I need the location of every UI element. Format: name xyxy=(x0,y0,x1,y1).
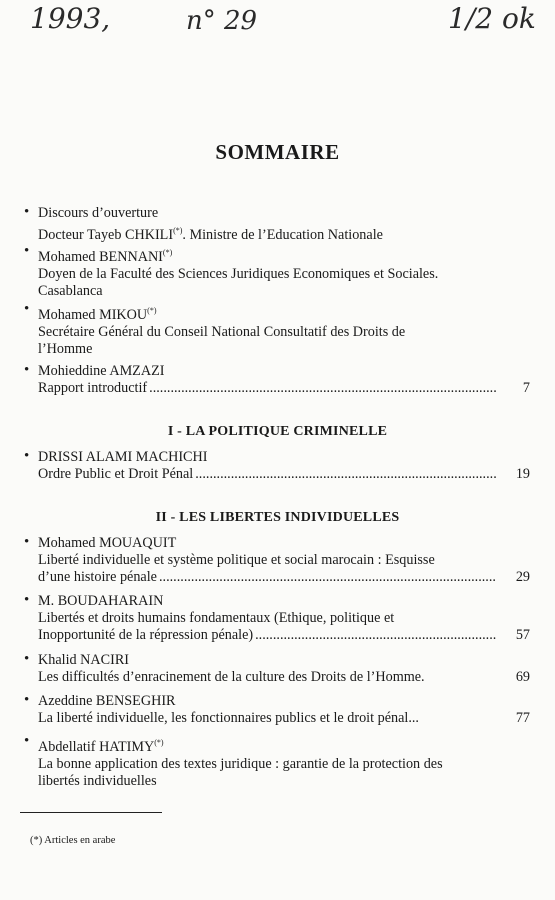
toc-entry-leader xyxy=(22,569,530,586)
page-number: 69 xyxy=(515,669,530,685)
toc-entry-desc: Libertés et droits humains fondamentaux (Ethique, politique et xyxy=(38,610,395,626)
toc-entry-naciri xyxy=(22,652,530,686)
footnote-marker: (*) xyxy=(147,306,157,315)
toc-entry-hatimy xyxy=(22,734,530,790)
toc-entry-leader xyxy=(22,466,530,483)
toc-entry-leader xyxy=(22,669,530,686)
footnote-rule xyxy=(20,812,162,813)
toc-entry-name: • Mohamed BENNANI(*) xyxy=(22,244,530,266)
handwritten-mark: 1/2 ok xyxy=(448,2,536,35)
toc-entry-name: • Khalid NACIRI xyxy=(22,652,530,669)
toc-entry-benseghir xyxy=(22,693,530,727)
toc-entry-name: • Azeddine BENSEGHIR xyxy=(22,693,530,710)
section-heading-1: I - LA POLITIQUE CRIMINELLE xyxy=(167,424,388,439)
toc-entry-leader xyxy=(22,710,530,727)
page-number: 7 xyxy=(522,380,530,396)
page-number: 29 xyxy=(515,569,530,585)
toc-entry-opening xyxy=(22,205,530,244)
toc-entry-leader xyxy=(22,627,530,644)
page-number: 57 xyxy=(515,627,530,643)
dot-leader xyxy=(149,380,496,397)
page-number: 77 xyxy=(515,710,530,726)
toc-entry-desc: La bonne application des textes juridique : garantie de la protection des xyxy=(38,756,443,772)
toc-entry-desc: Docteur Tayeb CHKILI(*). Ministre de l’Education Nationale xyxy=(38,226,383,243)
section-heading-2: II - LES LIBERTES INDIVIDUELLES xyxy=(155,510,400,525)
toc-entry-desc: libertés individuelles xyxy=(38,773,157,789)
handwritten-year: 1993, xyxy=(30,2,111,35)
toc-entry-title: Inopportunité de la répression pénale) xyxy=(38,627,254,643)
page-title: SOMMAIRE xyxy=(215,140,340,164)
dot-leader xyxy=(255,627,496,644)
toc-entry-desc: l’Homme xyxy=(38,341,93,357)
toc-entry-mouaquit xyxy=(22,535,530,586)
footnote-marker: (*) xyxy=(154,738,164,747)
dot-leader xyxy=(195,466,496,483)
toc-entry-name: • DRISSI ALAMI MACHICHI xyxy=(22,449,530,466)
toc-entry-name: • M. BOUDAHARAIN xyxy=(22,593,530,610)
footnote-marker: (*) xyxy=(162,248,173,257)
toc-entry-mikou xyxy=(22,302,530,358)
toc-entry-machichi xyxy=(22,449,530,483)
toc-entry-title: Les difficultés d’enracinement de la culture des Droits de l’Homme. xyxy=(38,669,425,685)
toc-entry-name: • Discours d’ouverture xyxy=(22,205,530,222)
toc-entry-title: Rapport introductif xyxy=(38,380,148,396)
toc-entry-desc: Casablanca xyxy=(38,283,103,299)
toc-entry-desc: Doyen de la Faculté des Sciences Juridiques Economiques et Sociales. xyxy=(38,266,439,282)
handwritten-issue-number: n° 29 xyxy=(186,6,258,36)
toc-entry-name: • Abdellatif HATIMY(*) xyxy=(22,734,530,756)
toc-entry-desc: Secrétaire Général du Conseil National Consultatif des Droits de xyxy=(38,324,406,340)
dot-leader xyxy=(159,569,496,586)
toc-entry-name: • Mohieddine AMZAZI xyxy=(22,363,530,380)
toc-entry-amzazi xyxy=(22,363,530,397)
toc-entry-leader xyxy=(22,380,530,397)
footnote: (*) Articles en arabe xyxy=(30,835,116,846)
toc-entry-title: d’une histoire pénale xyxy=(38,569,157,585)
toc-entry-title: Ordre Public et Droit Pénal xyxy=(38,466,194,482)
toc-entry-title: La liberté individuelle, les fonctionnaires publics et le droit pénal... xyxy=(38,710,419,726)
toc-entry-boudaharain xyxy=(22,593,530,644)
footnote-marker: (*) xyxy=(173,226,183,235)
toc-entry-name: • Mohamed MOUAQUIT xyxy=(22,535,530,552)
page-number: 19 xyxy=(515,466,530,482)
toc-entry-name: • Mohamed MIKOU(*) xyxy=(22,302,530,324)
toc-entry-bennani xyxy=(22,244,530,300)
toc-entry-desc: Liberté individuelle et système politique et social marocain : Esquisse xyxy=(38,552,435,568)
